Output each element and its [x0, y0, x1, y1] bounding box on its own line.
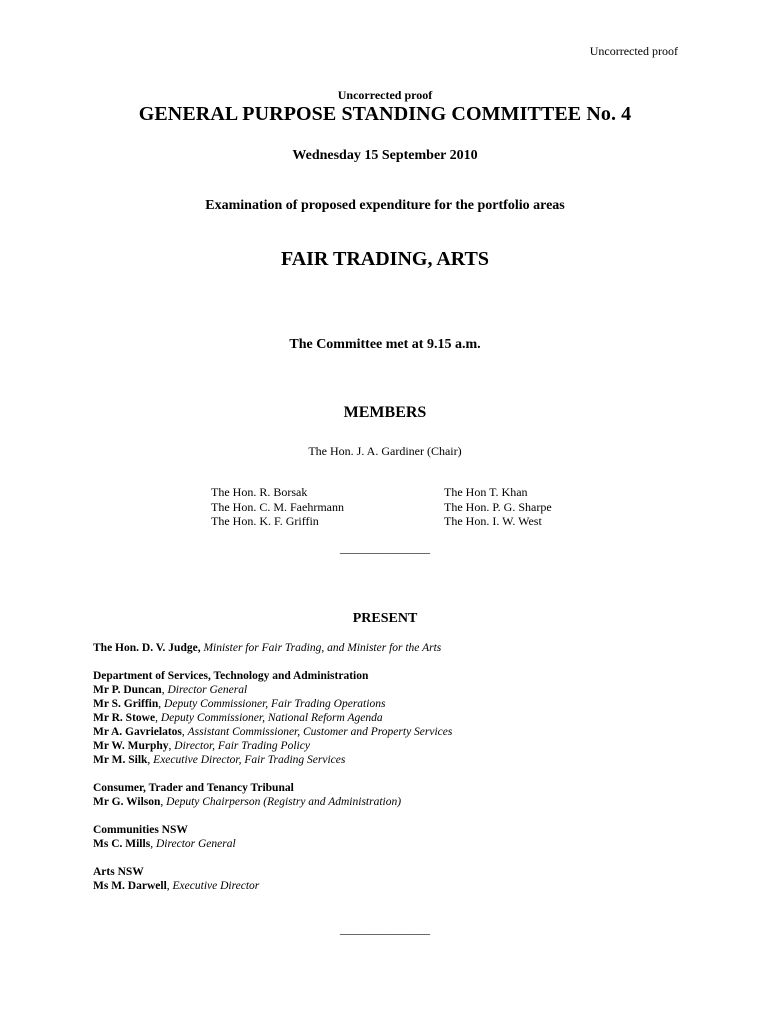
- witness-name: Ms C. Mills: [93, 838, 151, 850]
- witness-role: Deputy Commissioner, National Reform Agenda: [160, 712, 383, 724]
- witness-role: Deputy Commissioner, Fair Trading Operations: [164, 698, 386, 710]
- witness-group: [93, 669, 693, 767]
- member-name: The Hon. R. Borsak: [211, 485, 308, 499]
- examination-line: Examination of proposed expenditure for the portfolio areas: [205, 198, 565, 213]
- hearing-date: Wednesday 15 September 2010: [292, 148, 478, 163]
- member-name: The Hon. K. F. Griffin: [211, 514, 319, 528]
- witness-group: [93, 823, 693, 851]
- member-name: The Hon T. Khan: [444, 485, 528, 499]
- meeting-time: The Committee met at 9.15 a.m.: [289, 337, 481, 352]
- separator-rule: _______________: [340, 541, 430, 555]
- witness-name: Ms M. Darwell: [93, 880, 167, 892]
- witness-entry: Mr M. Silk, Executive Director, Fair Trading Services: [93, 754, 346, 766]
- witness-entry: Mr S. Griffin, Deputy Commissioner, Fair Trading Operations: [93, 698, 386, 710]
- chair-member: The Hon. J. A. Gardiner (Chair): [308, 444, 462, 458]
- organisation-name: Department of Services, Technology and Administration: [93, 670, 369, 682]
- present-list: [93, 641, 693, 907]
- witness-entry: Ms M. Darwell, Executive Director: [93, 880, 260, 892]
- witness-role: Director General: [167, 684, 248, 696]
- witness-name: Mr S. Griffin: [93, 698, 159, 710]
- witness-entry: Mr W. Murphy, Director, Fair Trading Policy: [93, 740, 310, 752]
- organisation-name: Consumer, Trader and Tenancy Tribunal: [93, 782, 294, 794]
- organisation-name: Communities NSW: [93, 824, 188, 836]
- witness-group: [93, 781, 693, 809]
- witness-entry: Mr R. Stowe, Deputy Commissioner, National Reform Agenda: [93, 712, 383, 724]
- witness-entry: Mr A. Gavrielatos, Assistant Commissioner, Customer and Property Services: [93, 726, 453, 738]
- witness-role: Assistant Commissioner, Customer and Property Services: [187, 726, 453, 738]
- witness-name: Mr P. Duncan: [93, 684, 162, 696]
- witness-name: Mr M. Silk: [93, 754, 148, 766]
- member-name: The Hon. P. G. Sharpe: [444, 499, 552, 514]
- minister-role: Minister for Fair Trading, and Minister for the Arts: [203, 642, 442, 654]
- organisation-name: Arts NSW: [93, 866, 144, 878]
- witness-entry: Mr P. Duncan, Director General: [93, 684, 248, 696]
- present-heading: PRESENT: [352, 611, 418, 626]
- witness-name: Mr R. Stowe: [93, 712, 156, 724]
- witness-name: Mr W. Murphy: [93, 740, 169, 752]
- witness-name: Mr G. Wilson: [93, 796, 161, 808]
- member-name: The Hon. C. M. Faehrmann: [211, 499, 344, 514]
- witness-role: Deputy Chairperson (Registry and Administration): [166, 796, 402, 808]
- members-left-column: [211, 485, 344, 529]
- witness-role: Director General: [155, 838, 236, 850]
- witness-name: Mr A. Gavrielatos: [93, 726, 182, 738]
- portfolio-title: FAIR TRADING, ARTS: [280, 248, 490, 270]
- members-right-column: [444, 485, 552, 529]
- minister-entry: [93, 641, 693, 655]
- member-name: The Hon. I. W. West: [444, 514, 542, 528]
- committee-title: GENERAL PURPOSE STANDING COMMITTEE No. 4: [138, 103, 632, 125]
- witness-group: [93, 865, 693, 893]
- witness-entry: Mr G. Wilson, Deputy Chairperson (Registry and Administration): [93, 796, 402, 808]
- witness-role: Executive Director: [172, 880, 260, 892]
- members-heading: MEMBERS: [343, 404, 427, 421]
- witness-role: Director, Fair Trading Policy: [174, 740, 310, 752]
- minister-name: The Hon. D. V. Judge,: [93, 642, 201, 654]
- separator-rule: _______________: [340, 922, 430, 936]
- witness-entry: Ms C. Mills, Director General: [93, 838, 236, 850]
- witness-role: Executive Director, Fair Trading Services: [153, 754, 346, 766]
- proof-label: Uncorrected proof: [337, 88, 433, 102]
- running-head: Uncorrected proof: [589, 44, 678, 58]
